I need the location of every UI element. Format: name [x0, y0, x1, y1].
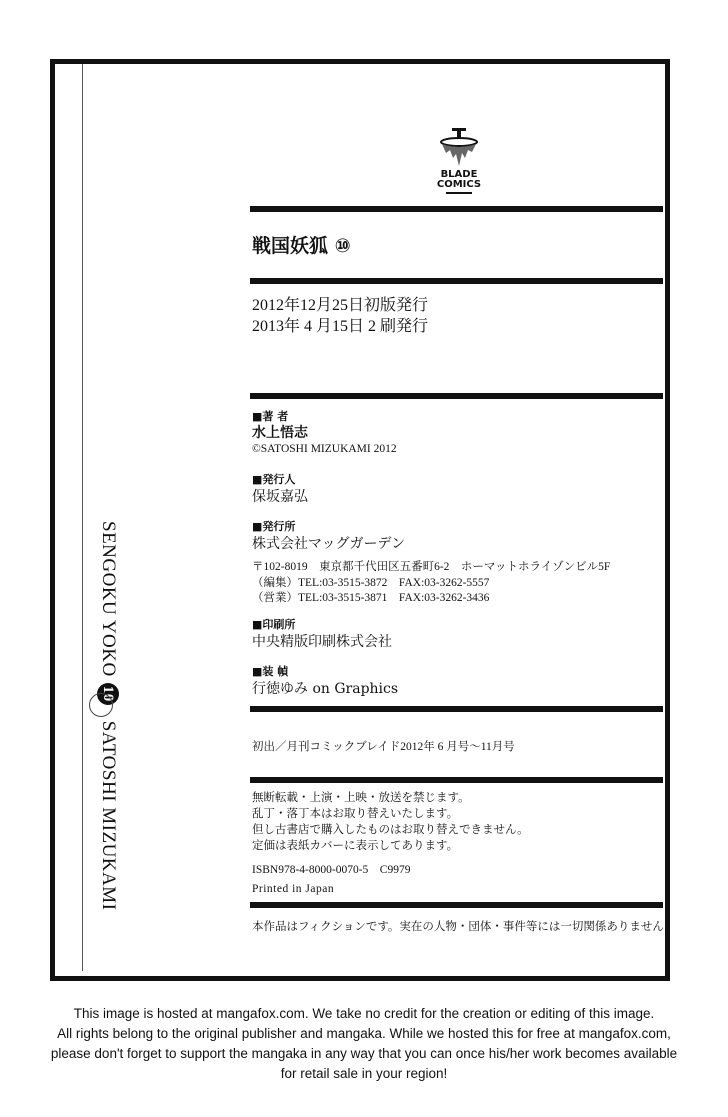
blade-logo-icon: [432, 128, 486, 166]
rule: [250, 393, 663, 399]
second-print-date: 2013年 4 月15日 2 刷発行: [252, 318, 429, 335]
spine-series: SENGOKU YOKO: [98, 521, 119, 677]
logo-line2: COMICS: [436, 179, 482, 190]
printer-name: 中央精版印刷株式会社: [252, 634, 392, 650]
editorial-contact: （編集）TEL:03-3515-3872 FAX:03-3262-5557: [252, 577, 490, 589]
notice-line: 無断転載・上演・上映・放送を禁じます。: [252, 792, 470, 804]
spine-volume-badge: [97, 683, 119, 705]
rule: [250, 206, 663, 212]
copyright: ©SATOSHI MIZUKAMI 2012: [252, 443, 397, 455]
first-edition-date: 2012年12月25日初版発行: [252, 297, 429, 314]
footer-line: This image is hosted at mangafox.com. We take no credit for the creation or editing of this image.: [73, 1006, 655, 1021]
author-name: 水上悟志: [252, 425, 308, 441]
rule: [250, 902, 663, 908]
publisher-label: ■発行所: [252, 520, 296, 533]
footer-line: please don't forget to support the mangaka in any way that you can once his/her work becomes available: [50, 1046, 678, 1061]
rule: [250, 706, 663, 712]
publisher-address: 〒102-8019 東京都千代田区五番町6-2 ホーマットホライゾンビル5F: [252, 561, 611, 573]
hosting-disclaimer: [0, 1004, 728, 1084]
spine: [98, 520, 118, 940]
notice-line: 乱丁・落丁本はお取り替えいたします。: [252, 808, 459, 820]
designer-name: 行徳ゆみ on Graphics: [252, 681, 399, 697]
book-title: 戦国妖狐 ⑩: [252, 235, 351, 257]
spine-volume: 10: [100, 685, 116, 702]
design-label: ■装 幀: [252, 665, 289, 678]
rule: [250, 278, 663, 284]
notice-line: 定価は表紙カバーに表示してあります。: [252, 840, 459, 852]
sales-contact: （営業）TEL:03-3515-3871 FAX:03-3262-3436: [252, 592, 490, 604]
publisher-person: 保坂嘉弘: [252, 489, 308, 505]
footer-line: All rights belong to the original publisher and mangaka. While we hosted this for free at mangafox.com,: [57, 1026, 671, 1041]
logo-line1: BLADE: [440, 169, 478, 180]
publisher-person-label: ■発行人: [252, 473, 296, 486]
notice-line: 但し古書店で購入したものはお取り替えできません。: [252, 824, 529, 836]
isbn: ISBN978-4-8000-0070-5 C9979: [252, 864, 411, 876]
fiction-notice: 本作品はフィクションです。実在の人物・団体・事件等には一切関係ありません。: [252, 921, 677, 933]
spine-author: SATOSHI MIZUKAMI: [98, 720, 119, 911]
printer-label: ■印刷所: [252, 618, 296, 631]
first-appearance: 初出／月刊コミックブレイド2012年 6 月号～11月号: [252, 741, 515, 753]
blade-comics-logo: [432, 128, 486, 194]
footer-line: for retail sale in your region!: [280, 1066, 448, 1081]
publisher-name: 株式会社マッグガーデン: [252, 536, 406, 552]
author-label: ■著 者: [252, 410, 289, 423]
rule: [250, 777, 663, 783]
spine-divider: [82, 64, 83, 971]
printed-in-japan: Printed in Japan: [252, 883, 335, 895]
